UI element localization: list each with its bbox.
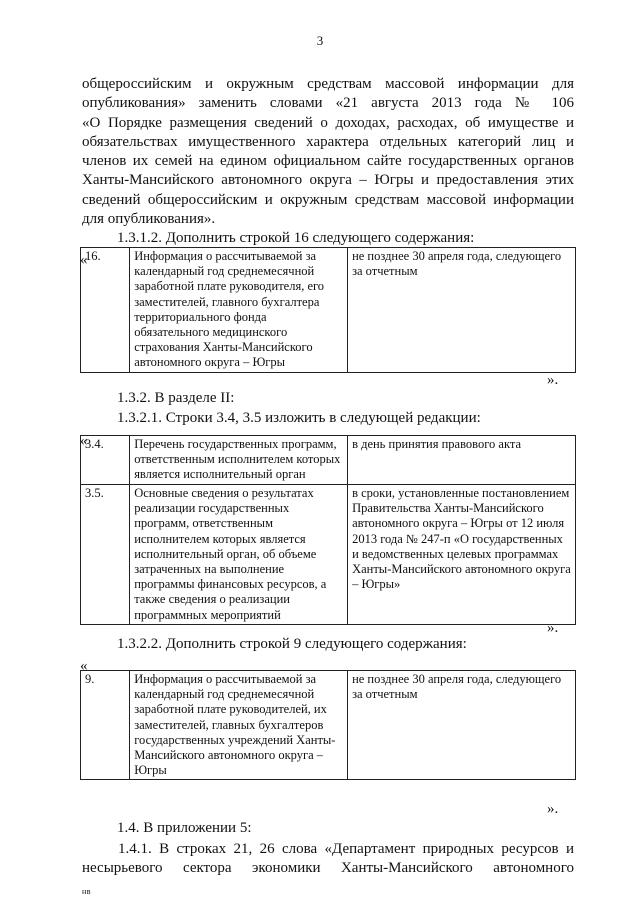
row-number: 3.5. [81,485,130,625]
row-deadline: не позднее 30 апреля года, следующего за отчетным [348,248,576,373]
footer-code: нв [82,887,92,896]
item-1-3-2-2: 1.3.2.2. Дополнить строкой 9 следующего содержания: [117,636,467,652]
text-line: опубликования» заменить словами «21 августа 2013 года № 106 [82,95,574,112]
row-description: Информация о рассчитываемой за календарный год среднемесячной заработной плате руководителей, их заместителей, главных бухгалтеров государственных учреждений Ханты-Мансийского автономного округа – Югры [130,671,348,780]
table-row [81,436,576,485]
text-line: Ханты-Мансийского автономного округа – Югры и предоставления этих [82,172,574,189]
text-line: для опубликования». [82,211,216,228]
row-deadline: не позднее 30 апреля года, следующего за отчетным [348,671,576,780]
text-line: 1.4.1. В строках 21, 26 слова «Департамент природных ресурсов и [118,841,574,857]
text-line: членов их семей на едином официальном сайте государственных органов [82,153,574,170]
text-line: несырьевого сектора экономики Ханты-Мансийского автономного [82,860,574,877]
row-number: 9. [81,671,130,780]
row-description: Информация о рассчитываемой за календарный год среднемесячной заработной плате руководителя, его заместителей, главного бухгалтера территориального фонда обязательного медицинского страхования Ханты-Мансийского автономного округа – Югры [130,248,348,373]
row-description: Перечень государственных программ, ответственным исполнителем которых является исполнительный орган [130,436,348,485]
row-deadline: в день принятия правового акта [348,436,576,485]
text-line: обязательствах имущественного характера отдельных категорий лиц и [82,133,574,150]
table-row-16 [80,247,576,373]
item-1-3-2-1: 1.3.2.1. Строки 3.4, 3.5 изложить в следующей редакции: [117,410,481,426]
table-row [81,485,576,625]
row-description: Основные сведения о результатах реализации государственных программ, ответственным исполнителем которых является исполнительный орган, об объеме затраченных на выполнение программы финансовых ресурсов, а также сведения о реализации программных мероприятий [130,485,348,625]
item-1-4-1 [82,840,574,879]
text-line: общероссийским и окружным средствам массовой информации для [82,76,574,92]
table-rows-3-4-3-5 [80,435,576,625]
close-quote: ». [547,620,559,636]
row-number: 3.4. [81,436,130,485]
table-row [81,671,576,780]
open-quote: « [80,252,88,268]
row-number: 16. [81,248,130,373]
open-quote: « [80,433,88,449]
row-deadline: в сроки, установленные постановлением Правительства Ханты-Мансийского автономного округа – Югры от 12 июля 2013 года № 247-п «О государственных и ведомственных целевых программах Ханты-Мансийского автономного округа – Югры» [348,485,576,625]
page-number: 3 [316,33,324,48]
close-quote: ». [547,801,559,817]
text-line: «О Порядке размещения сведений о доходах, расходах, об имуществе и [82,114,574,131]
intro-paragraph [82,75,574,229]
close-quote: ». [547,372,559,388]
item-1-4: 1.4. В приложении 5: [117,820,252,836]
item-1-3-1-2: 1.3.1.2. Дополнить строкой 16 следующего содержания: [117,230,475,246]
table-row-9 [80,670,576,780]
text-line: сведений общероссийским и окружным средствам массовой информации [82,191,574,208]
open-quote: « [80,658,88,674]
item-1-3-2: 1.3.2. В разделе II: [117,390,235,406]
table-row [81,248,576,373]
